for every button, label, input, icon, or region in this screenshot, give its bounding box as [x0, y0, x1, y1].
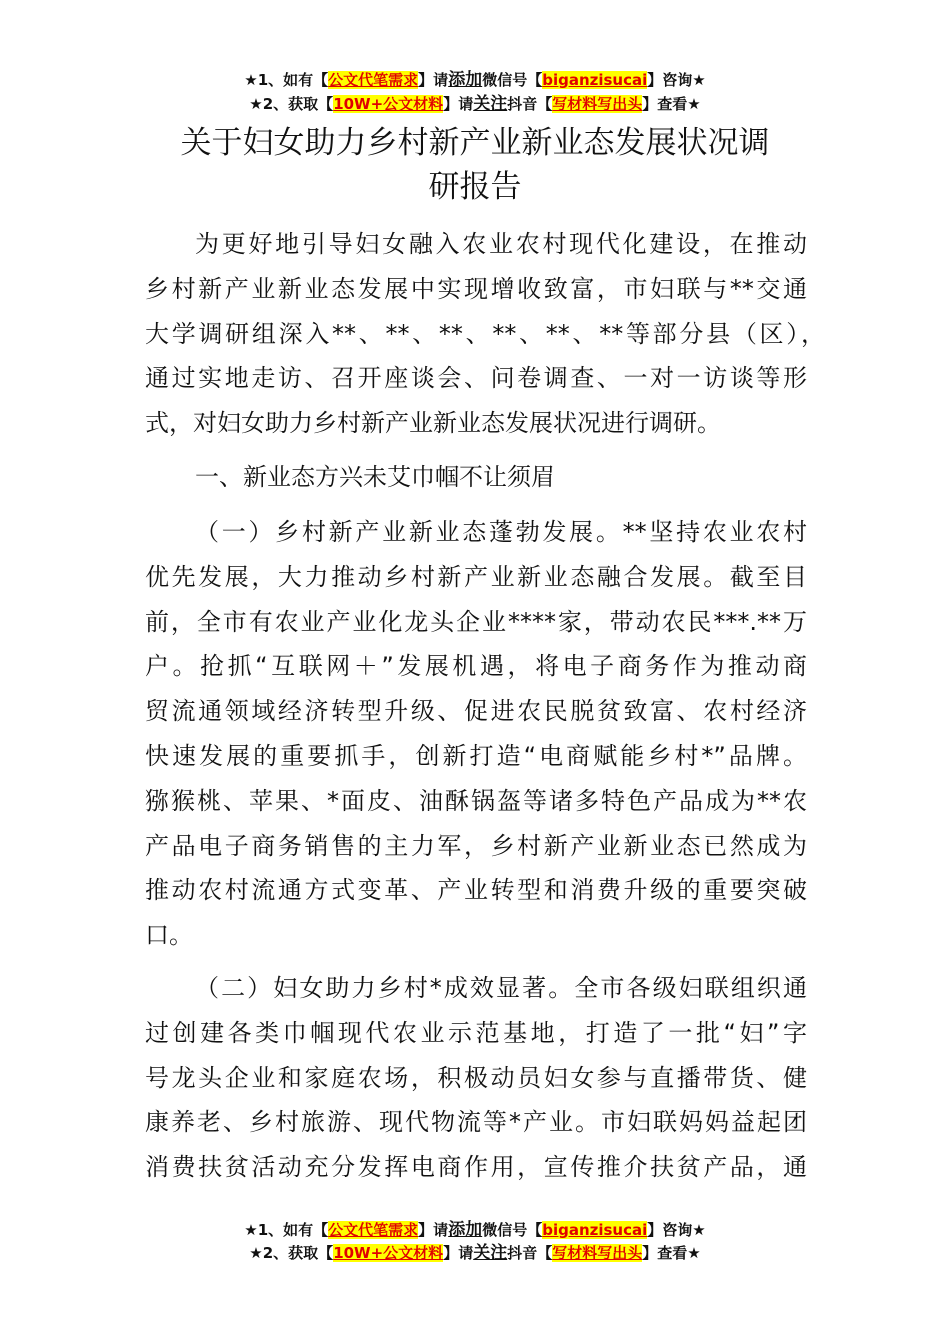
promo-line-2: [0, 93, 950, 116]
promo-text: 】咨询★: [647, 71, 706, 89]
text-line: 贸流通领域经济转型升级、促进农民脱贫致富、农村经济: [145, 697, 807, 726]
paragraph-section-2: [145, 966, 807, 1190]
text-line: （一）乡村新产业新业态蓬勃发展。**坚持农业农村: [195, 518, 807, 546]
promo-text: ★2、获取【: [249, 95, 334, 113]
text-line: 优先发展，大力推动乡村新产业新业态融合发展。截至目: [145, 562, 807, 591]
promo-text: 】咨询★: [647, 1221, 706, 1239]
text-line: 过创建各类巾帼现代农业示范基地，打造了一批“妇”字: [145, 1018, 807, 1047]
promo-highlight: 10W+公文材料: [333, 1244, 444, 1262]
text-line: 产品电子商务销售的主力军，乡村新产业新业态已然成为: [145, 831, 807, 860]
promo-highlight: 10W+公文材料: [333, 95, 444, 113]
text-line: 大学调研组深入**、**、**、**、**、**等部分县（区），: [145, 319, 825, 348]
promo-line-1: [0, 69, 950, 92]
promo-text: ★1、如有【: [244, 1221, 329, 1239]
text-line: 为更好地引导妇女融入农业农村现代化建设，在推动: [195, 230, 807, 258]
text-line: 消费扶贫活动充分发挥电商作用，宣传推介扶贫产品，通: [145, 1153, 807, 1182]
promo-footer-line-2: [0, 1242, 950, 1265]
promo-text: 】请: [418, 1221, 449, 1239]
text-line: 猕猴桃、苹果、*面皮、油酥锅盔等诸多特色产品成为**农: [145, 786, 807, 815]
promo-highlight: biganzisucai: [542, 71, 648, 89]
text-line: 一、新业态方兴未艾巾帼不让须眉: [195, 463, 555, 491]
text-line: 康养老、乡村旅游、现代物流等*产业。市妇联妈妈益起团: [145, 1108, 807, 1137]
promo-text: 】请: [443, 95, 474, 113]
promo-text: 抖音【: [507, 1244, 553, 1262]
promo-highlight: 写材料写出头: [552, 1244, 643, 1262]
promo-emphasis: 关注: [473, 94, 508, 114]
promo-emphasis: 添加: [448, 1220, 483, 1240]
text-line: （二）妇女助力乡村*成效显著。全市各级妇联组织通: [195, 974, 807, 1002]
text-line: 口。: [145, 921, 193, 950]
promo-text: 】查看★: [642, 1244, 701, 1262]
promo-text: 微信号【: [482, 1221, 543, 1239]
text-line: 号龙头企业和家庭农场，积极动员妇女参与直播带货、健: [145, 1063, 807, 1092]
document-title-line: 研报告: [428, 169, 522, 205]
promo-text: 】请: [443, 1244, 474, 1262]
promo-footer-line-1: [0, 1219, 950, 1242]
text-line: 户。抢抓“互联网＋”发展机遇，将电子商务作为推动商: [145, 652, 807, 681]
promo-text: 微信号【: [482, 71, 543, 89]
paragraph-intro: [145, 222, 825, 446]
promo-highlight: 公文代笔需求: [328, 71, 419, 89]
promo-highlight: 写材料写出头: [552, 95, 643, 113]
text-line: 前，全市有农业产业化龙头企业****家，带动农民***.**万: [145, 607, 807, 636]
text-line: 乡村新产业新业态发展中实现增收致富，市妇联与**交通: [145, 274, 807, 303]
promo-highlight: biganzisucai: [542, 1221, 648, 1239]
promo-text: ★2、获取【: [249, 1244, 334, 1262]
promo-text: ★1、如有【: [244, 71, 329, 89]
section-heading: [145, 455, 807, 500]
document-title-line: 关于妇女助力乡村新产业新业态发展状况调: [180, 125, 770, 161]
text-line: 式，对妇女助力乡村新产业新业态发展状况进行调研。: [145, 409, 721, 438]
promo-emphasis: 添加: [448, 70, 483, 90]
text-line: 快速发展的重要抓手，创新打造“电商赋能乡村*”品牌。: [145, 741, 807, 770]
promo-highlight: 公文代笔需求: [328, 1221, 419, 1239]
promo-text: 抖音【: [507, 95, 553, 113]
paragraph-section-1: [145, 510, 807, 958]
text-line: 通过实地走访、召开座谈会、问卷调查、一对一访谈等形: [145, 364, 807, 393]
promo-emphasis: 关注: [473, 1243, 508, 1263]
promo-text: 】查看★: [642, 95, 701, 113]
promo-text: 】请: [418, 71, 449, 89]
text-line: 推动农村流通方式变革、产业转型和消费升级的重要突破: [145, 876, 807, 905]
